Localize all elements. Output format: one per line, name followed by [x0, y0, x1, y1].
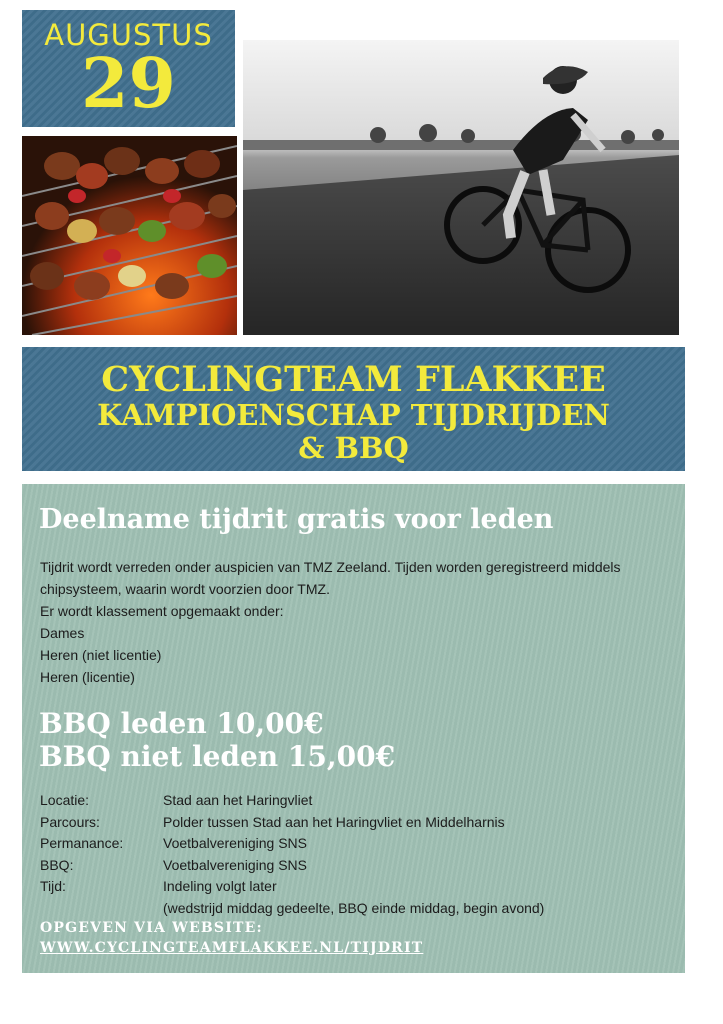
detail-value: Voetbalvereniging SNS — [163, 835, 307, 851]
event-subtitle: KAMPIOENSCHAP TIJDRIJDEN — [97, 398, 610, 432]
detail-label: Parcours: — [40, 813, 100, 830]
cyclist-photo — [243, 40, 679, 335]
detail-value: (wedstrijd middag gedeelte, BBQ einde middag, begin avond) — [163, 899, 545, 916]
detail-label: BBQ: — [40, 856, 74, 873]
detail-label — [40, 898, 163, 920]
date-box — [22, 10, 235, 127]
category-item: Heren (licentie) — [40, 669, 135, 685]
intro-paragraph: Tijdrit wordt verreden onder auspicien van TMZ Zeeland. Tijden worden geregistreerd middels chipsysteem, waarin wordt voorzien door TMZ. — [40, 559, 621, 597]
signup-label: OPGEVEN VIA WEBSITE: — [40, 920, 263, 936]
detail-label: Permanance: — [40, 835, 124, 851]
cyclist-image — [243, 40, 679, 335]
signup-link[interactable]: WWW.CYCLINGTEAMFLAKKEE.NL/TIJDRIT — [40, 940, 424, 956]
detail-label: Locatie: — [40, 792, 90, 808]
intro-text — [40, 556, 675, 688]
date-month: AUGUSTUS — [44, 18, 213, 52]
details-list — [40, 790, 675, 919]
detail-row — [40, 790, 675, 812]
detail-value: Indeling volgt later — [163, 878, 277, 894]
bbq-photo — [22, 136, 237, 335]
detail-row — [40, 855, 675, 877]
detail-row — [40, 876, 675, 898]
info-panel — [22, 484, 685, 973]
price-nonmembers: BBQ niet leden 15,00€ — [39, 740, 396, 773]
detail-row — [40, 812, 675, 834]
free-entry-heading: Deelname tijdrit gratis voor leden — [39, 504, 554, 535]
title-band — [22, 347, 685, 471]
detail-value: Stad aan het Haringvliet — [163, 792, 313, 808]
price-members: BBQ leden 10,00€ — [39, 707, 324, 740]
detail-label: Tijd: — [40, 878, 66, 894]
detail-row — [40, 898, 675, 920]
bbq-skewers-image — [22, 136, 237, 335]
detail-value: Voetbalvereniging SNS — [163, 856, 307, 873]
event-bbq: & BBQ — [298, 431, 409, 465]
category-item: Dames — [40, 625, 85, 641]
date-day: 29 — [81, 44, 176, 124]
event-title: CYCLINGTEAM FLAKKEE — [101, 359, 606, 400]
signup-block — [40, 918, 423, 958]
detail-row — [40, 833, 675, 855]
detail-value: Polder tussen Stad aan het Haringvliet en Middelharnis — [163, 813, 505, 830]
category-item: Heren (niet licentie) — [40, 647, 162, 663]
classification-intro: Er wordt klassement opgemaakt onder: — [40, 603, 284, 619]
